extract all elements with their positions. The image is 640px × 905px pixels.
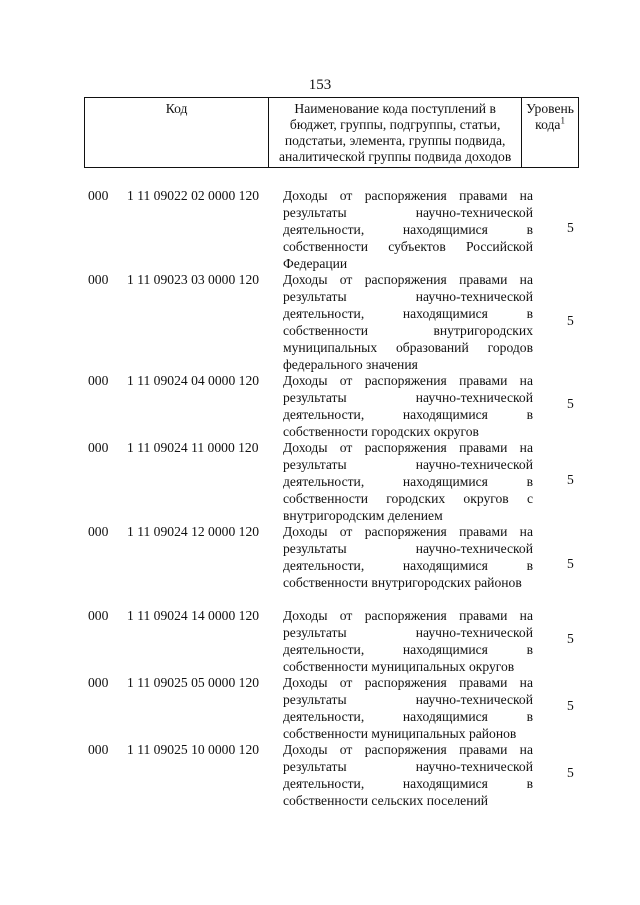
- income-description: Доходы от распоряжения правами на результаты научно-технической деятельности, находящимися в собственности муниципальных округов: [283, 608, 533, 674]
- income-description: Доходы от распоряжения правами на результаты научно-технической деятельности, находящимися в собственности муниципальных районов: [283, 675, 533, 741]
- code-level: 5: [567, 313, 574, 328]
- code-level: 5: [567, 631, 574, 646]
- code-level: 5: [567, 220, 574, 235]
- header-name: Наименование кода поступлений в бюджет, группы, подгруппы, статьи, подстатьи, элемента, группы подвида, аналитической группы подвида доходов: [269, 98, 522, 168]
- income-description: Доходы от распоряжения правами на результаты научно-технической деятельности, находящимися в собственности сельских поселений: [283, 742, 533, 808]
- agency-code: 000: [88, 373, 109, 388]
- income-code: 1 11 09023 03 0000 120: [127, 272, 260, 287]
- page-number: 153: [308, 77, 332, 93]
- agency-code: 000: [88, 272, 109, 287]
- agency-code: 000: [88, 742, 109, 757]
- agency-code: 000: [88, 675, 109, 690]
- income-description: Доходы от распоряжения правами на результаты научно-технической деятельности, находящимися в собственности внутригородских муниципальных образований городов федерального значения: [283, 272, 533, 372]
- income-code: 1 11 09024 04 0000 120: [127, 373, 260, 388]
- header-level: Уровень кода$^1$: [522, 98, 579, 168]
- income-code: 1 11 09024 12 0000 120: [127, 524, 260, 539]
- income-code: 1 11 09025 10 0000 120: [127, 742, 260, 757]
- income-description: Доходы от распоряжения правами на результаты научно-технической деятельности, находящимися в собственности субъектов Российской Федерации: [283, 188, 533, 271]
- income-code: 1 11 09024 11 0000 120: [127, 440, 259, 455]
- income-code: 1 11 09022 02 0000 120: [127, 188, 260, 203]
- income-description: Доходы от распоряжения правами на результаты научно-технической деятельности, находящимися в собственности внутригородских районов: [283, 524, 533, 590]
- code-level: 5: [567, 472, 574, 487]
- income-code: 1 11 09025 05 0000 120: [127, 675, 260, 690]
- agency-code: 000: [88, 440, 109, 455]
- income-description: Доходы от распоряжения правами на результаты научно-технической деятельности, находящимися в собственности городских округов с внутригородским делением: [283, 440, 533, 523]
- code-level: 5: [567, 556, 574, 571]
- header-code: Код: [85, 98, 269, 168]
- agency-code: 000: [88, 188, 109, 203]
- agency-code: 000: [88, 608, 109, 623]
- income-description: Доходы от распоряжения правами на результаты научно-технической деятельности, находящимися в собственности городских округов: [283, 373, 533, 439]
- table-header: [84, 97, 579, 168]
- agency-code: 000: [88, 524, 109, 539]
- code-level: 5: [567, 698, 574, 713]
- footnote-mark: 1: [560, 115, 565, 126]
- code-level: 5: [567, 765, 574, 780]
- income-code: 1 11 09024 14 0000 120: [127, 608, 260, 623]
- code-level: 5: [567, 396, 574, 411]
